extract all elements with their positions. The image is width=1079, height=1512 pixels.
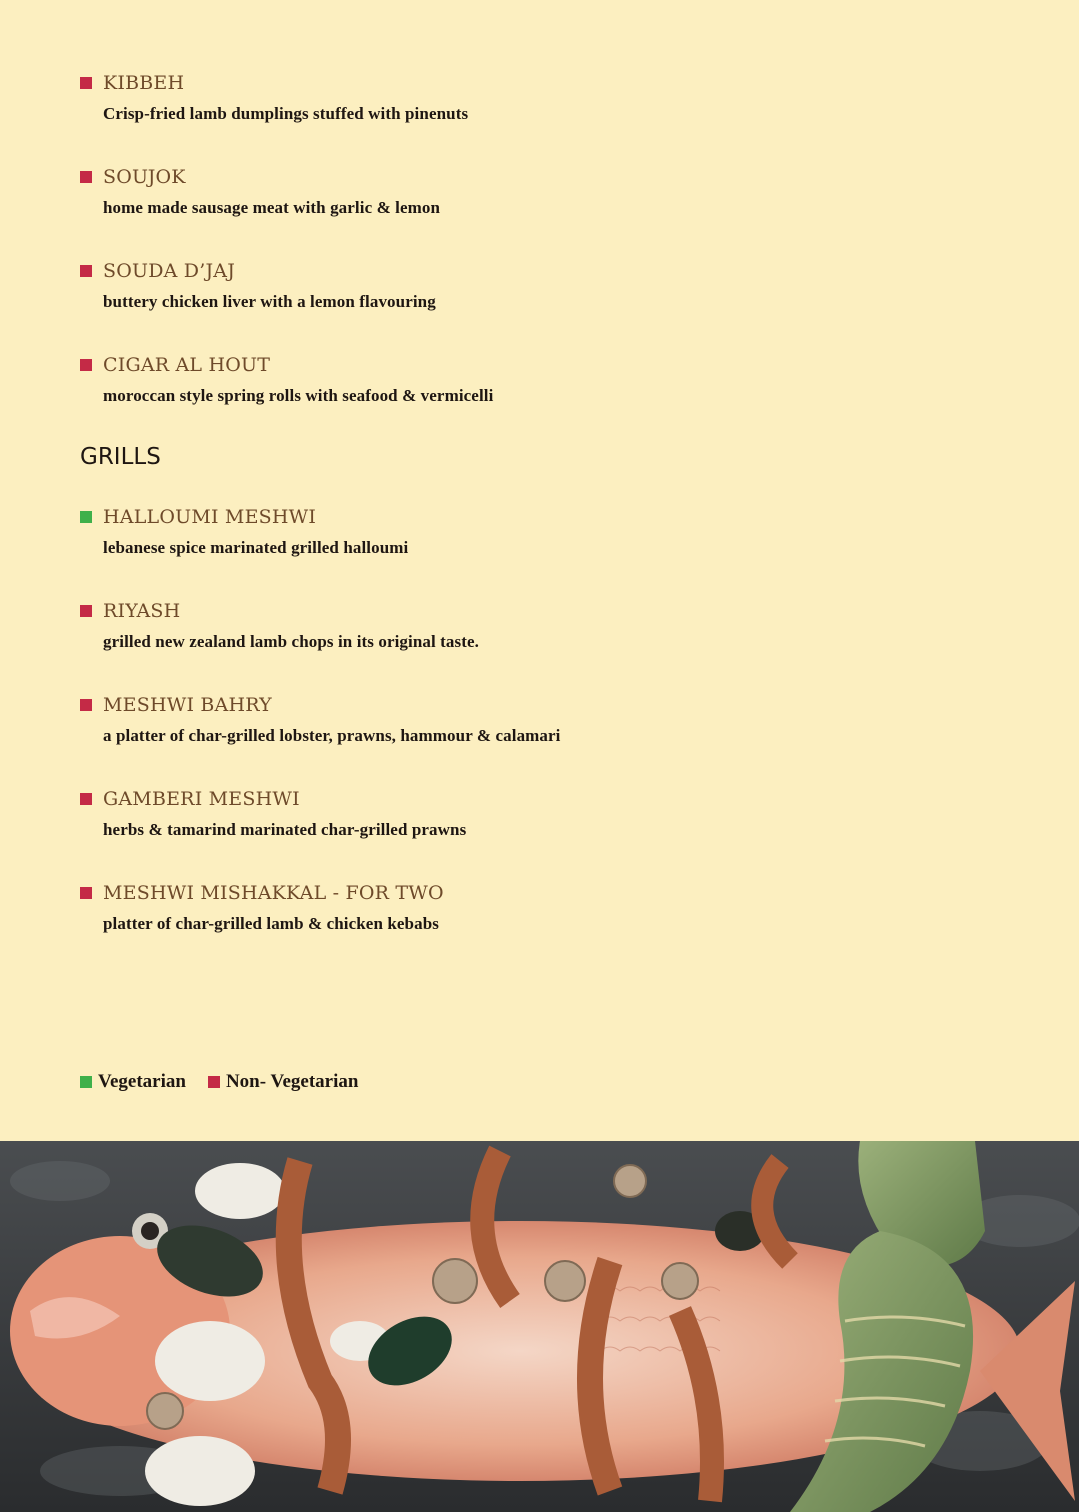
non-vegetarian-square-icon (208, 1076, 220, 1088)
item-name: SOUJOK (103, 166, 186, 188)
non-vegetarian-square-icon (80, 699, 92, 711)
vegetarian-square-icon (80, 1076, 92, 1088)
legend-non-vegetarian (208, 1071, 358, 1093)
item-name: KIBBEH (103, 72, 185, 94)
item-description: a platter of char-grilled lobster, prawns, hammour & calamari (103, 726, 561, 745)
non-vegetarian-square-icon (80, 359, 92, 371)
menu-item-meshwi-bahry (80, 692, 561, 746)
item-name: CIGAR AL HOUT (103, 354, 271, 376)
item-description: moroccan style spring rolls with seafood & vermicelli (103, 386, 494, 405)
non-vegetarian-square-icon (80, 887, 92, 899)
legend-vegetarian (80, 1071, 186, 1093)
item-name: RIYASH (103, 600, 181, 622)
menu-item-halloumi-meshwi (80, 504, 408, 558)
item-name: MESHWI MISHAKKAL - FOR TWO (103, 882, 444, 904)
item-description: buttery chicken liver with a lemon flavouring (103, 292, 436, 311)
menu-item-gamberi-meshwi (80, 786, 466, 840)
section-title-grills: GRILLS (80, 444, 161, 470)
menu-item-cigar-al-hout (80, 352, 493, 406)
item-name: GAMBERI MESHWI (103, 788, 300, 810)
item-name: MESHWI BAHRY (103, 694, 272, 716)
menu-item-soujok (80, 164, 440, 218)
item-description: Crisp-fried lamb dumplings stuffed with pinenuts (103, 104, 469, 123)
non-vegetarian-square-icon (80, 605, 92, 617)
legend-label: Vegetarian (98, 1071, 186, 1092)
item-description: lebanese spice marinated grilled halloumi (103, 538, 409, 557)
non-vegetarian-square-icon (80, 77, 92, 89)
menu-item-souda-djaj (80, 258, 436, 312)
menu-item-riyash (80, 598, 479, 652)
non-vegetarian-square-icon (80, 171, 92, 183)
diet-legend (80, 1071, 380, 1093)
item-description: home made sausage meat with garlic & lemon (103, 198, 441, 217)
item-description: grilled new zealand lamb chops in its original taste. (103, 632, 480, 651)
non-vegetarian-square-icon (80, 265, 92, 277)
menu-item-kibbeh (80, 70, 468, 124)
non-vegetarian-square-icon (80, 793, 92, 805)
item-name: HALLOUMI MESHWI (103, 506, 317, 528)
vegetarian-square-icon (80, 511, 92, 523)
item-description: platter of char-grilled lamb & chicken kebabs (103, 914, 439, 933)
item-name: SOUDA D’JAJ (103, 260, 236, 282)
legend-label: Non- Vegetarian (225, 1071, 359, 1092)
menu-item-meshwi-mishakkal (80, 880, 444, 934)
item-description: herbs & tamarind marinated char-grilled prawns (103, 820, 467, 839)
seafood-photo (0, 1141, 1079, 1512)
